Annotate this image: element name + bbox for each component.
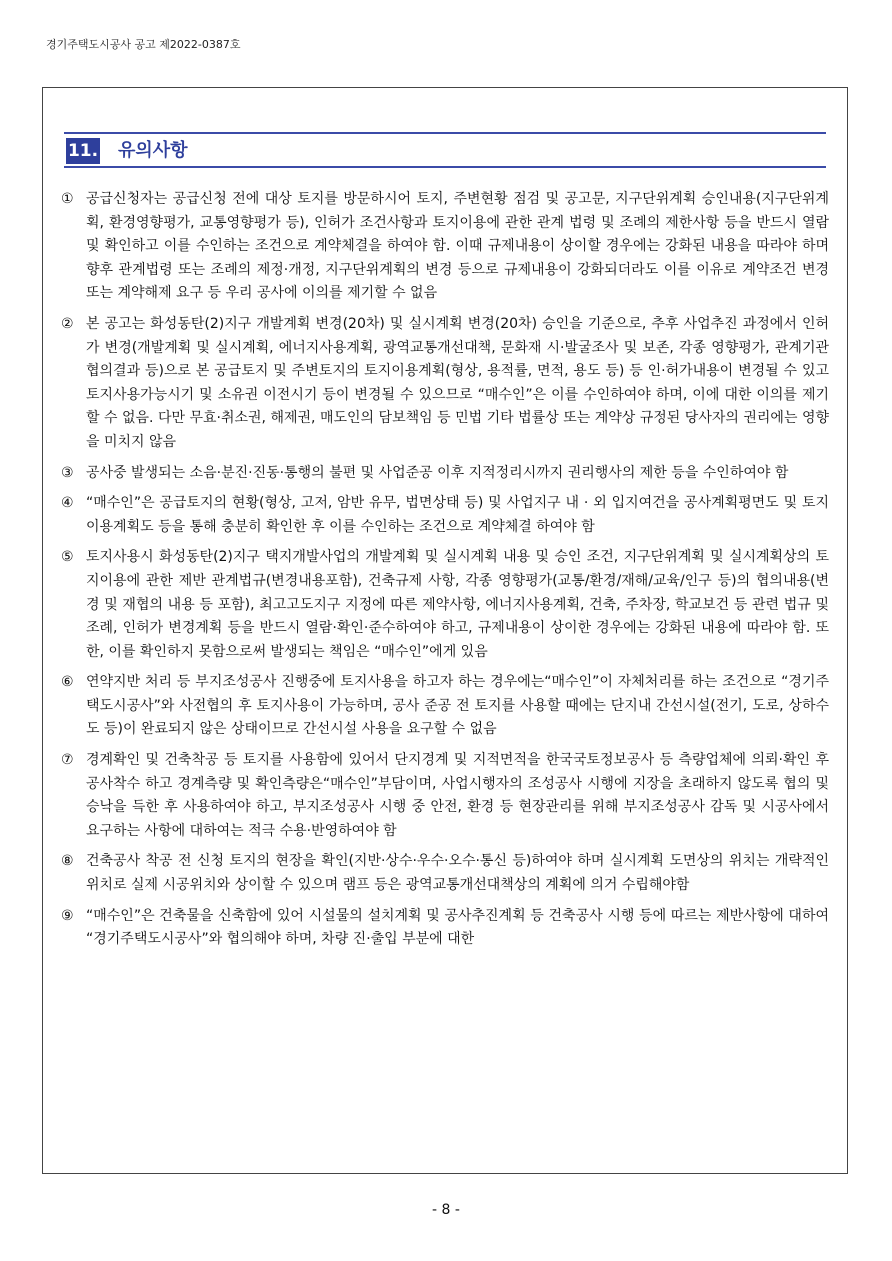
list-item — [61, 749, 829, 843]
page-number: - 8 - — [432, 1202, 460, 1218]
item-text: 토지사용시 화성동탄(2)지구 택지개발사업의 개발계획 및 실시계획 내용 및 승인 조건, 지구단위계획 및 실시계획상의 토지이용에 관한 제반 관계법규(변경내용포함), 건축규제 사항, 각종 영향평가(교통/환경/재해/교육/인구 등)의 협의내용(변경 및 재협의 내용 등 포함), 최고고도지구 지정에 따른 제약사항, 에너지사용계획, 건축, 주차장, 학교보건 등 관련 법규 및 조례, 인허가 변경계획 등을 반드시 열람·확인·준수하여야 하고, 규제내용이 상이한 경우에는 강화된 내용에 따라야 함. 또한, 이를 확인하지 못함으로써 발생되는 책임은 “매수인”에게 있음 — [86, 549, 829, 660]
content-frame — [42, 87, 848, 1174]
item-text: 공사중 발생되는 소음·분진·진동·통행의 불편 및 사업준공 이후 지적정리시까지 권리행사의 제한 등을 수인하여야 함 — [86, 464, 789, 481]
item-text: 본 공고는 화성동탄(2)지구 개발계획 변경(20차) 및 실시계획 변경(20차) 승인을 기준으로, 추후 사업추진 과정에서 인허가 변경(개발계획 및 실시계획, 에너지사용계획, 광역교통개선대책, 문화재 시·발굴조사 및 보존, 각종 영향평가, 관계기관 협의결과 등)으로 본 공급토지 및 주변토지의 토지이용계획(형상, 용적률, 면적, 용도 등) 등 인·허가내용이 변경될 수 있고 토지사용가능시기 및 소유권 이전시기 등이 변경될 수 있으므로 “매수인”은 이를 수인하여야 하며, 이에 대한 이의를 제기할 수 없음. 다만 무효·취소권, 해제권, 매도인의 담보책임 등 민법 기타 법률상 또는 계약상 규정된 당사자의 권리에는 영향을 미치지 않음 — [86, 315, 829, 450]
item-mark: ② — [61, 315, 74, 332]
notice-items — [61, 188, 829, 959]
item-text: 연약지반 처리 등 부지조성공사 진행중에 토지사용을 하고자 하는 경우에는“매수인”이 자체처리를 하는 조건으로 “경기주택도시공사”와 사전협의 후 토지사용이 가능하며, 공사 준공 전 토지를 사용할 때에는 단지내 간선시설(전기, 도로, 상하수도 등)이 완료되지 않은 상태이므로 간선시설 사용을 요구할 수 없음 — [86, 674, 829, 738]
list-item — [61, 492, 829, 539]
item-mark: ① — [61, 191, 74, 207]
item-text: 경계확인 및 건축착공 등 토지를 사용함에 있어서 단지경계 및 지적면적을 한국국토정보공사 등 측량업체에 의뢰·확인 후 공사착수 하고 경계측량 및 확인측량은“매수인”부담이며, 사업시행자의 조성공사 시행에 지장을 초래하지 않도록 협의 및 승낙을 득한 후 사용하여야 하고, 부지조성공사 시행 중 안전, 환경 등 현장관리를 위해 부지조성공사 감독 및 시공사에서 요구하는 사항에 대하여는 적극 수용·반영하여야 함 — [86, 752, 829, 839]
item-text: 건축공사 착공 전 신청 토지의 현장을 확인(지반·상수·우수·오수·통신 등)하여야 하며 실시계획 도면상의 위치는 개략적인 위치로 실제 시공위치와 상이할 수 있으며 램프 등은 광역교통개선대책상의 계획에 의거 수립해야함 — [86, 853, 829, 894]
item-mark: ⑦ — [61, 752, 74, 769]
section-header — [64, 132, 826, 168]
item-mark: ⑧ — [61, 853, 74, 870]
item-mark: ③ — [61, 464, 74, 481]
list-item — [61, 188, 829, 306]
list-item — [61, 671, 829, 742]
list-item — [61, 905, 829, 952]
header-top-rule — [64, 132, 826, 134]
section-title: 유의사항 — [118, 140, 188, 161]
item-text: 공급신청자는 공급신청 전에 대상 토지를 방문하시어 토지, 주변현황 점검 및 공고문, 지구단위계획 승인내용(지구단위계획, 환경영향평가, 교통영향평가 등), 인허가 조건사항과 토지이용에 관한 관계 법령 및 조례의 제한사항 등을 반드시 열람 및 확인하고 이를 수인하는 조건으로 계약체결을 하여야 함. 이때 규제내용이 상이할 경우에는 강화된 내용을 따라야 하며 향후 관계법령 또는 조례의 제정·개정, 지구단위계획의 변경 등으로 규제내용이 강화되더라도 이를 이유로 계약조건 변경 또는 계약해제 요구 등 우리 공사에 이의를 제기할 수 없음 — [86, 191, 829, 302]
list-item — [61, 546, 829, 664]
item-text: “매수인”은 건축물을 신축함에 있어 시설물의 설치계획 및 공사추진계획 등 건축공사 시행 등에 따르는 제반사항에 대하여 “경기주택도시공사”와 협의해야 하며, 차량 진·출입 부분에 대한 — [86, 907, 829, 948]
section-number: 11. — [66, 138, 100, 164]
item-text: “매수인”은 공급토지의 현황(형상, 고저, 암반 유무, 법면상태 등) 및 사업지구 내 · 외 입지여건을 공사계획평면도 및 토지이용계획도 등을 통해 충분히 확인한 후 이를 수인하는 조건으로 계약체결 하여야 함 — [86, 495, 829, 535]
list-item — [61, 850, 829, 897]
item-mark: ⑨ — [61, 907, 74, 924]
header-bottom-rule — [64, 166, 826, 168]
notice-number: 경기주택도시공사 공고 제2022-0387호 — [46, 38, 241, 51]
item-mark: ④ — [61, 495, 74, 512]
item-mark: ⑥ — [61, 674, 74, 691]
list-item — [61, 462, 829, 486]
item-mark: ⑤ — [61, 549, 74, 566]
list-item — [61, 313, 829, 455]
